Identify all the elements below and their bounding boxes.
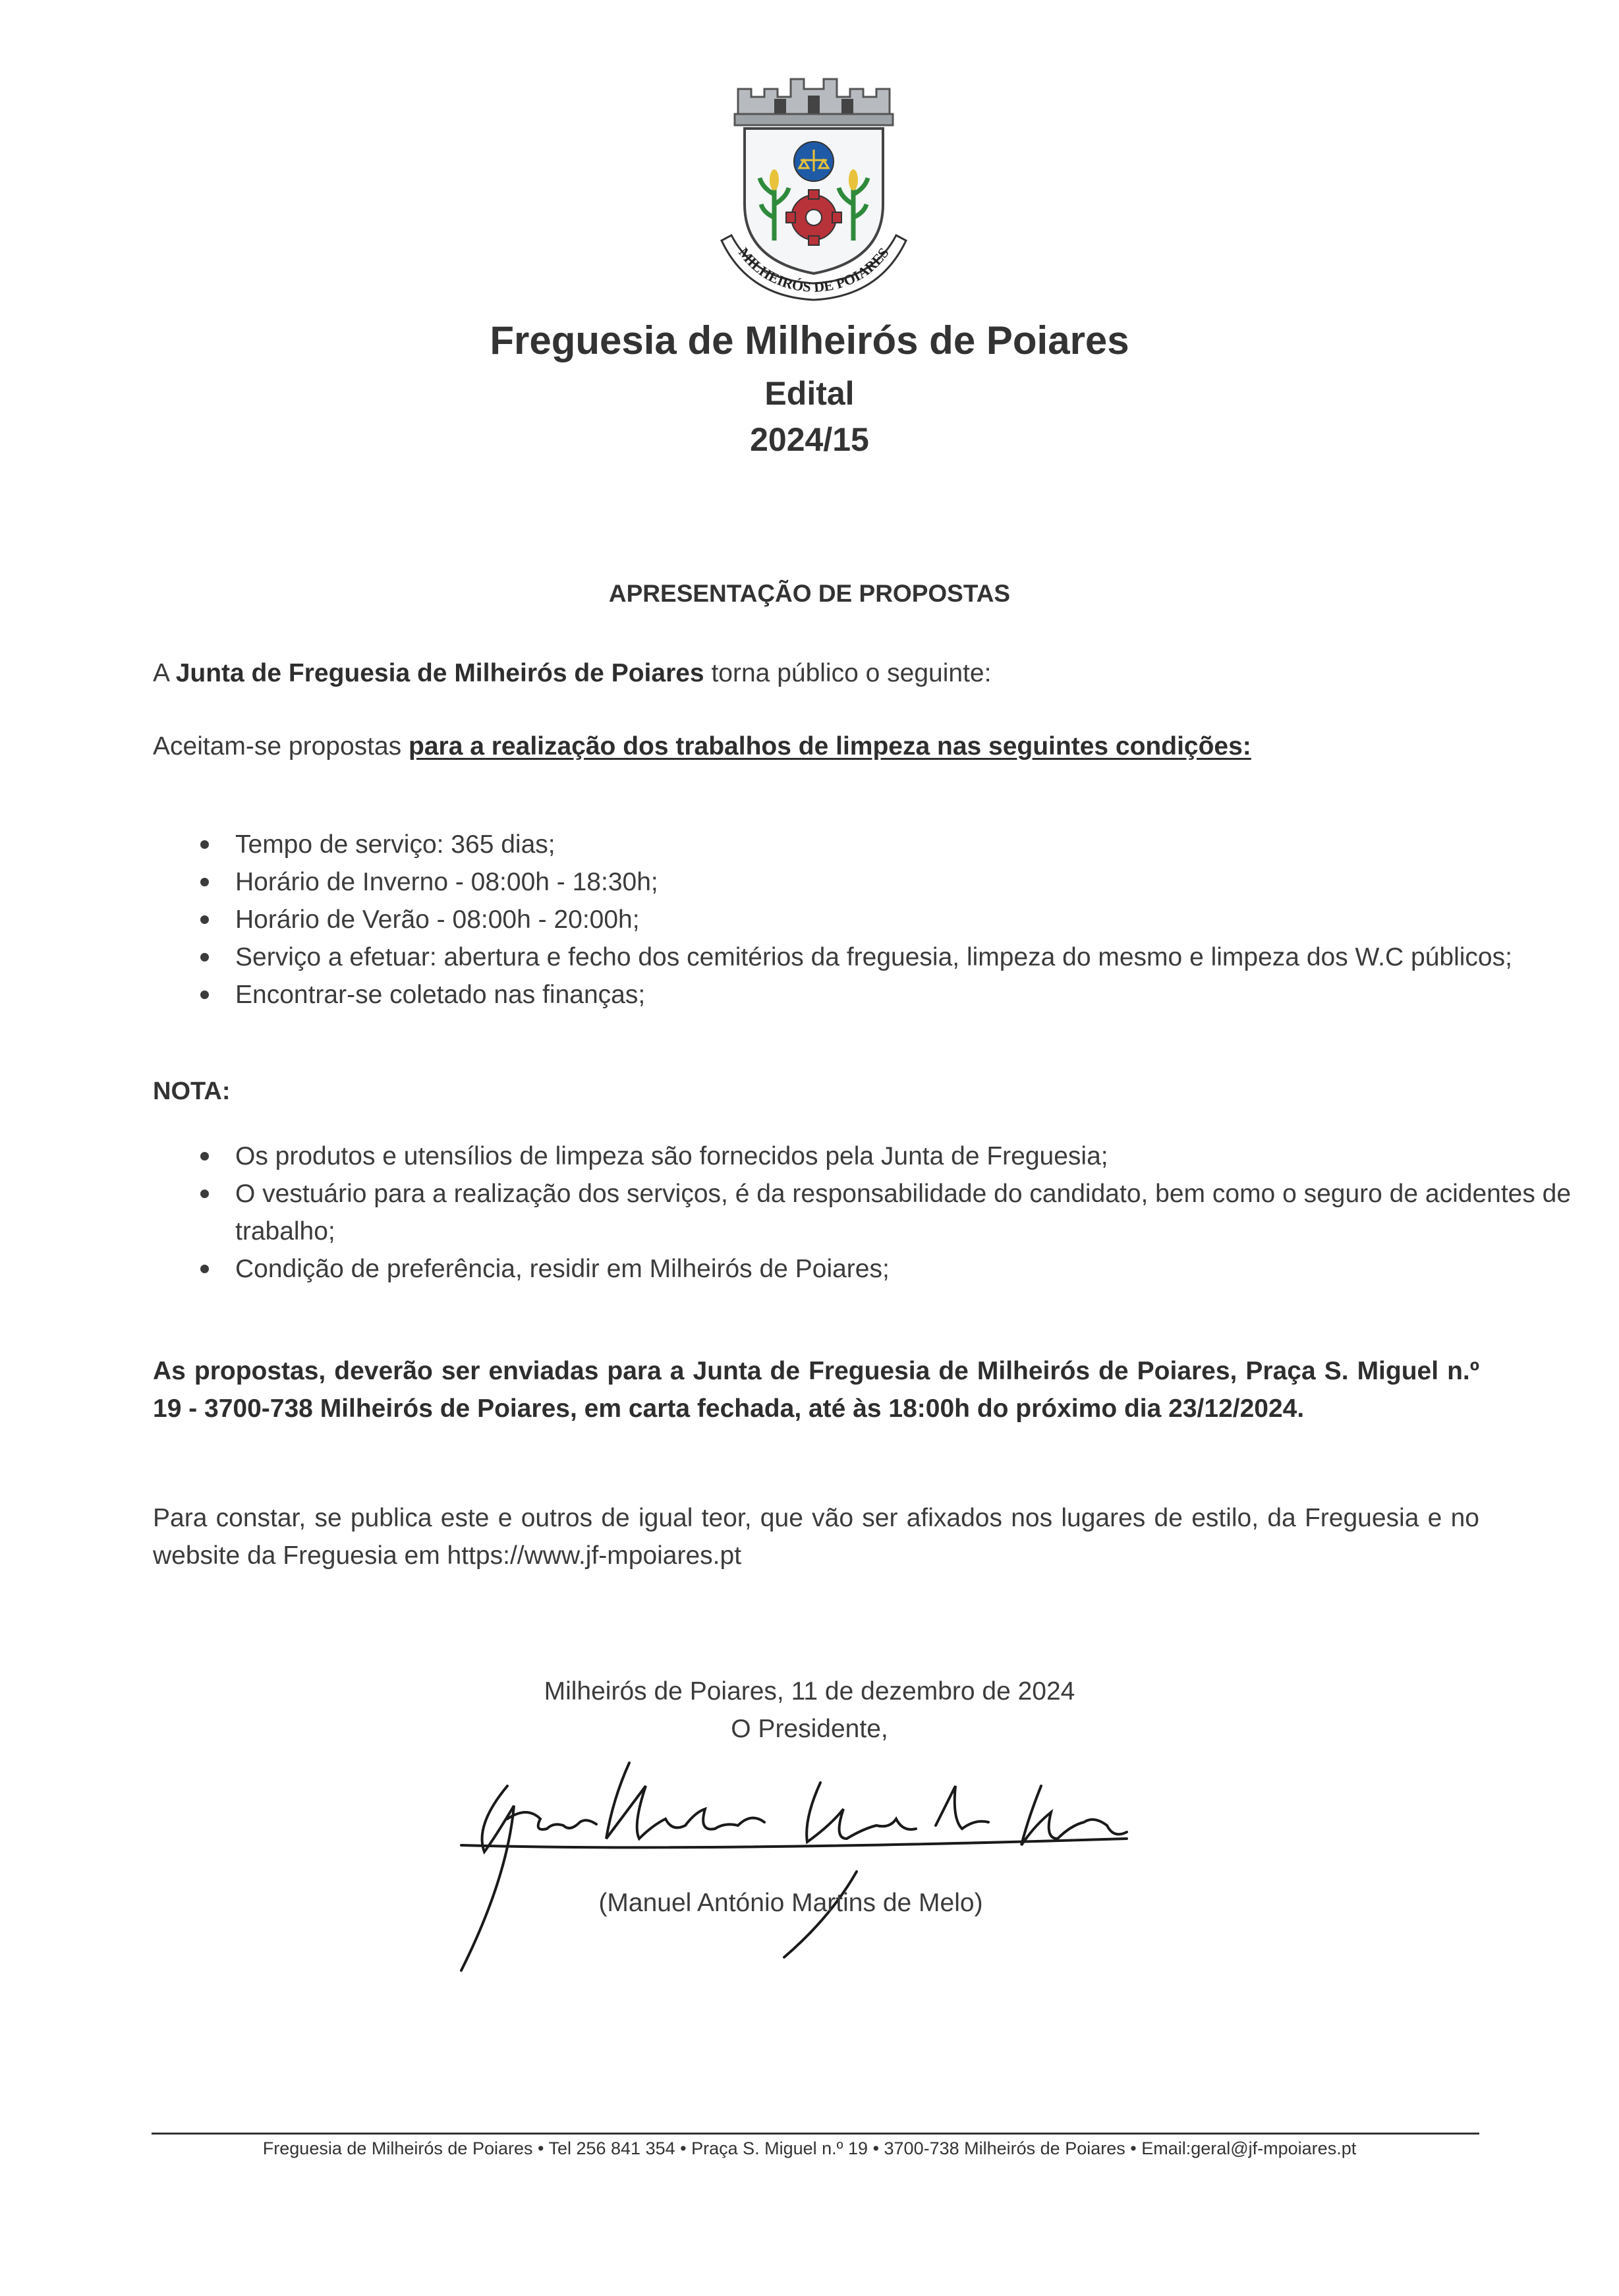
- signature-icon: [435, 1746, 1147, 1984]
- list-item: Os produtos e utensílios de limpeza são fornecidos pela Junta de Freguesia;: [153, 1137, 1619, 1175]
- intro-suffix: torna público o seguinte:: [704, 659, 992, 687]
- section-heading: APRESENTAÇÃO DE PROPOSTAS: [608, 580, 1011, 607]
- list-item: Horário de Verão - 08:00h - 20:00h;: [153, 901, 1619, 938]
- document-type: Edital: [764, 375, 855, 412]
- acceptance-prefix: Aceitam-se propostas: [153, 732, 409, 761]
- acceptance-underlined: para a realização dos trabalhos de limpeza nas seguintes condições:: [409, 732, 1251, 761]
- document-title: Freguesia de Milheirós de Poiares: [490, 318, 1129, 362]
- list-item: Horário de Inverno - 08:00h - 18:30h;: [153, 863, 1619, 901]
- intro-entity: Junta de Freguesia de Milheirós de Poiares: [175, 659, 704, 687]
- acceptance-paragraph: [153, 728, 1477, 765]
- coat-of-arms: [708, 63, 919, 310]
- document-number: 2024/15: [750, 421, 869, 458]
- printed-name: (Manuel António Martins de Melo): [598, 1889, 983, 1917]
- crest-icon: [708, 63, 919, 310]
- list-item: Encontrar-se coletado nas finanças;: [153, 976, 1619, 1014]
- nota-label: NOTA:: [153, 1077, 231, 1105]
- handwritten-signature: [435, 1746, 1147, 1984]
- publication-paragraph: Para constar, se publica este e outros de igual teor, que vão ser afixados nos lugares de estilo, da Freguesia e no website da Freguesia em https://www.jf-mpoiares.pt: [153, 1504, 1479, 1570]
- footer-contact: Freguesia de Milheirós de Poiares • Tel 256 841 354 • Praça S. Miguel n.º 19 • 3700-738 Milheirós de Poiares • Email:geral@jf-mpoiares.pt: [262, 2138, 1357, 2158]
- signatory-role: O Presidente,: [731, 1715, 888, 1743]
- footer-divider: [152, 2133, 1479, 2135]
- list-item: O vestuário para a realização dos serviços, é da responsabilidade do candidato, bem como o seguro de acidentes de trabalho;: [153, 1175, 1619, 1250]
- list-item: Serviço a efetuar: abertura e fecho dos cemitérios da freguesia, limpeza do mesmo e limpeza dos W.C públicos;: [153, 938, 1619, 976]
- intro-paragraph: [153, 654, 1477, 692]
- list-item: Tempo de serviço: 365 dias;: [153, 826, 1619, 863]
- notes-list: [153, 1137, 1619, 1288]
- list-item: Condição de preferência, residir em Milheirós de Poiares;: [153, 1250, 1619, 1288]
- submission-paragraph: As propostas, deverão ser enviadas para a Junta de Freguesia de Milheirós de Poiares, Praça S. Miguel n.º 19 - 3700-738 Milheirós de Poiares, em carta fechada, até às 18:00h do próximo dia 23/12/2024.: [153, 1357, 1479, 1423]
- intro-prefix: A: [153, 659, 176, 687]
- place-date: Milheirós de Poiares, 11 de dezembro de 2024: [544, 1677, 1075, 1706]
- conditions-list: [153, 826, 1619, 1014]
- crest-banner-text: MILHEIRÓS DE POIARES: [735, 244, 892, 296]
